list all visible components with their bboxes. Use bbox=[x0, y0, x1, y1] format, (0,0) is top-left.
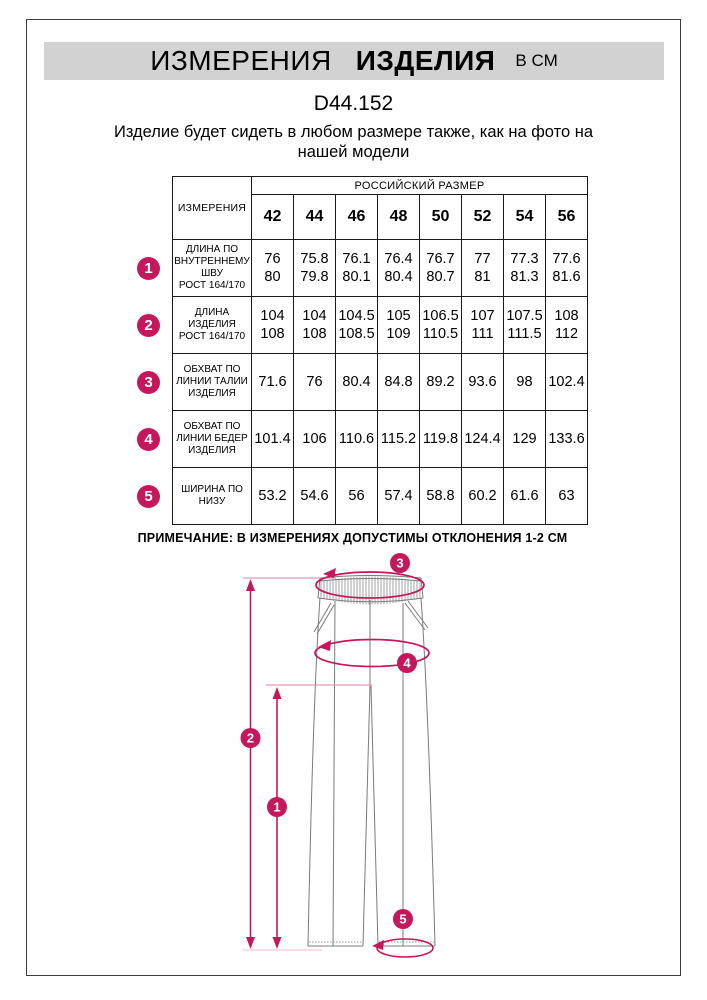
size-column-header: 56 bbox=[546, 195, 588, 240]
size-column-header: 48 bbox=[378, 195, 420, 240]
size-table-header bbox=[173, 177, 588, 240]
arrowhead-down-icon bbox=[273, 937, 282, 949]
row-label bbox=[144, 468, 252, 525]
measurement-value bbox=[420, 411, 462, 468]
measurement-value-line: 53.2 bbox=[258, 488, 287, 504]
measurement-value bbox=[378, 411, 420, 468]
measurement-value bbox=[546, 240, 588, 297]
measurement-value bbox=[294, 297, 336, 354]
measurement-value-line: 57.4 bbox=[384, 488, 413, 504]
size-column-header: 44 bbox=[294, 195, 336, 240]
measurement-value bbox=[504, 411, 546, 468]
measurement-value-line: 56 bbox=[348, 488, 365, 504]
measurement-value-line: 111.5 bbox=[507, 326, 542, 342]
measurement-value-line: 104 bbox=[302, 308, 327, 324]
measurement-value bbox=[462, 354, 504, 411]
measurement-value-line: 80.1 bbox=[342, 269, 371, 285]
measurement-value-line: 89.2 bbox=[426, 374, 455, 390]
right-pocket-line bbox=[408, 601, 428, 628]
row-number-badge: 5 bbox=[137, 485, 160, 508]
table-row bbox=[173, 468, 588, 525]
measurement-value-line: 81.6 bbox=[552, 269, 581, 285]
measurement-value bbox=[504, 240, 546, 297]
measurement-marks bbox=[251, 572, 434, 957]
measurement-value-line: 80.4 bbox=[342, 374, 371, 390]
row-number-badge: 3 bbox=[137, 371, 160, 394]
row-number-badge: 1 bbox=[137, 257, 160, 280]
diagram-badge-label: 2 bbox=[246, 730, 255, 746]
measurement-value bbox=[378, 468, 420, 525]
measurement-value-line: 112 bbox=[554, 326, 579, 342]
table-row bbox=[173, 411, 588, 468]
note-text: ПРИМЕЧАНИЕ: В ИЗМЕРЕНИЯХ ДОПУСТИМЫ ОТКЛОНЕНИЯ 1-2 СМ bbox=[137, 531, 568, 545]
arrowhead-up-icon bbox=[246, 579, 255, 591]
measurement-value bbox=[252, 354, 294, 411]
subtitle-line: нашей модели bbox=[297, 143, 410, 161]
measurement-value bbox=[504, 468, 546, 525]
measurement-value-line: 102.4 bbox=[548, 374, 585, 390]
measurement-value-line: 84.8 bbox=[384, 374, 413, 390]
reference-lines bbox=[243, 578, 372, 950]
measurement-value bbox=[462, 468, 504, 525]
measurement-value bbox=[252, 240, 294, 297]
diagram-badges bbox=[241, 553, 418, 929]
row-label-line: ШИРИНА ПО bbox=[181, 484, 243, 495]
measurement-value-line: 111 bbox=[471, 326, 494, 342]
size-column-header: 50 bbox=[420, 195, 462, 240]
measurement-value bbox=[336, 354, 378, 411]
measurement-value-line: 76.4 bbox=[384, 251, 413, 267]
measurement-value bbox=[294, 240, 336, 297]
measurement-value-line: 77 bbox=[474, 251, 491, 267]
measurement-value-line: 80 bbox=[264, 269, 281, 285]
measurement-value bbox=[462, 411, 504, 468]
measurement-value-line: 110.6 bbox=[338, 431, 375, 447]
subtitle bbox=[0, 122, 707, 162]
measurement-value bbox=[462, 297, 504, 354]
measurement-value bbox=[336, 297, 378, 354]
row-number-badge: 4 bbox=[137, 428, 160, 451]
size-column-header: 52 bbox=[462, 195, 504, 240]
table-row bbox=[173, 354, 588, 411]
measurement-value bbox=[546, 354, 588, 411]
row-label-line: ОБХВАТ ПО bbox=[183, 421, 241, 432]
size-column-header: 54 bbox=[504, 195, 546, 240]
size-group-header: РОССИЙСКИЙ РАЗМЕР bbox=[252, 177, 588, 195]
diagram-badge-label: 3 bbox=[396, 555, 404, 571]
measurement-value-line: 58.8 bbox=[426, 488, 455, 504]
measurement-value bbox=[462, 240, 504, 297]
size-column-header: 46 bbox=[336, 195, 378, 240]
row-label bbox=[144, 411, 252, 468]
measurement-value bbox=[336, 468, 378, 525]
measurement-value bbox=[294, 411, 336, 468]
diagram-badge-label: 1 bbox=[273, 799, 281, 815]
measurement-value-line: 106.5 bbox=[422, 308, 459, 324]
subtitle-line: Изделие будет сидеть в любом размере также, как на фото на bbox=[113, 123, 594, 141]
measurement-value-line: 80.7 bbox=[426, 269, 455, 285]
title-unit-label: В СМ bbox=[515, 51, 558, 70]
measurement-value bbox=[336, 240, 378, 297]
row-number-badge: 2 bbox=[137, 314, 160, 337]
measurement-value bbox=[420, 297, 462, 354]
measurement-value bbox=[504, 297, 546, 354]
measurement-value-line: 115.2 bbox=[380, 431, 417, 447]
measurement-value bbox=[420, 240, 462, 297]
left-leg-crease bbox=[333, 601, 335, 946]
measurement-value-line: 79.8 bbox=[300, 269, 329, 285]
measurement-value bbox=[546, 411, 588, 468]
measurement-value-line: 75.8 bbox=[300, 251, 329, 267]
hem-width-ellipse bbox=[377, 939, 433, 957]
header-row bbox=[173, 177, 588, 195]
row-label-line: НИЗУ bbox=[198, 496, 226, 507]
measurement-value-line: 129 bbox=[512, 431, 537, 447]
row-label-line: ИЗДЕЛИЯ bbox=[188, 388, 236, 399]
measurement-value bbox=[252, 297, 294, 354]
measure-column-header: ИЗМЕРЕНИЯ bbox=[173, 177, 252, 240]
measurement-value-line: 80.4 bbox=[384, 269, 413, 285]
measurement-value-line: 61.6 bbox=[510, 488, 539, 504]
measurement-value bbox=[252, 468, 294, 525]
measurement-value bbox=[420, 354, 462, 411]
measurement-value-line: 119.8 bbox=[422, 431, 459, 447]
measurement-value-line: 98 bbox=[516, 374, 533, 390]
right-inner-seam bbox=[371, 686, 378, 946]
size-column-header: 42 bbox=[252, 195, 294, 240]
arrowhead-up-icon bbox=[273, 687, 282, 699]
row-label-line: ОБХВАТ ПО bbox=[183, 364, 241, 375]
row-label-line: ЛИНИИ БЕДЕР bbox=[176, 433, 248, 444]
row-label-line: ВНУТРЕННЕМУ bbox=[174, 256, 250, 267]
row-label-line: ДЛИНА bbox=[194, 307, 230, 318]
measurement-value bbox=[378, 240, 420, 297]
row-label-line: РОСТ 164/170 bbox=[178, 280, 246, 291]
diagram-badge-label: 5 bbox=[399, 911, 407, 927]
arrowhead-down-icon bbox=[246, 937, 255, 949]
measurement-value-line: 108 bbox=[554, 308, 579, 324]
left-pocket-line bbox=[314, 603, 331, 632]
size-table-body bbox=[144, 240, 588, 525]
measurement-value-line: 76.7 bbox=[426, 251, 455, 267]
left-outer-seam bbox=[308, 598, 320, 946]
measurement-value-line: 93.6 bbox=[468, 374, 497, 390]
measurement-value-line: 71.6 bbox=[258, 374, 287, 390]
row-label bbox=[144, 354, 252, 411]
measurement-value-line: 63 bbox=[558, 488, 575, 504]
arrowhead-left-icon bbox=[318, 640, 331, 651]
measurement-value-line: 77.6 bbox=[552, 251, 581, 267]
page-title-bold: ИЗДЕЛИЯ bbox=[355, 45, 496, 76]
row-label bbox=[144, 297, 252, 354]
measurement-value-line: 60.2 bbox=[468, 488, 497, 504]
measurement-value bbox=[336, 411, 378, 468]
measurement-value-line: 108 bbox=[302, 326, 327, 342]
measurement-value-line: 81 bbox=[474, 269, 491, 285]
measurement-value bbox=[294, 354, 336, 411]
measurement-value-line: 109 bbox=[386, 326, 411, 342]
pants-measurement-diagram bbox=[235, 548, 525, 968]
title-bar bbox=[44, 42, 664, 80]
arrowheads bbox=[246, 568, 384, 950]
row-label-line: ИЗДЕЛИЯ bbox=[188, 445, 236, 456]
measurement-value bbox=[420, 468, 462, 525]
left-inner-seam bbox=[363, 686, 370, 946]
measurement-value-line: 107 bbox=[470, 308, 495, 324]
measurement-value-line: 81.3 bbox=[510, 269, 539, 285]
measurement-value-line: 77.3 bbox=[510, 251, 539, 267]
measurement-value-line: 101.4 bbox=[254, 431, 291, 447]
measurement-value bbox=[546, 468, 588, 525]
measurement-value-line: 108.5 bbox=[338, 326, 375, 342]
measurement-value-line: 107.5 bbox=[506, 308, 543, 324]
measurement-value-line: 76 bbox=[264, 251, 281, 267]
measurement-value bbox=[252, 411, 294, 468]
row-label-line: ЛИНИИ ТАЛИИ bbox=[176, 376, 248, 387]
page-title: ИЗМЕРЕНИЯ bbox=[150, 45, 332, 76]
diagram-badge-label: 4 bbox=[403, 655, 411, 671]
measurement-value-line: 76 bbox=[306, 374, 323, 390]
measurement-value bbox=[294, 468, 336, 525]
waistband-top-inner-edge bbox=[320, 579, 421, 582]
measurement-value bbox=[378, 354, 420, 411]
measurement-value-line: 105 bbox=[386, 308, 411, 324]
measurement-value-line: 124.4 bbox=[464, 431, 501, 447]
measurement-value-line: 104 bbox=[260, 308, 285, 324]
size-table bbox=[144, 176, 588, 525]
measurement-value-line: 133.6 bbox=[548, 431, 585, 447]
measurement-value bbox=[504, 354, 546, 411]
row-label-line: РОСТ 164/170 bbox=[178, 331, 246, 342]
row-label-line: ДЛИНА ПО bbox=[185, 244, 239, 255]
measurement-value-line: 108 bbox=[260, 326, 285, 342]
table-row bbox=[173, 240, 588, 297]
measurement-value-line: 110.5 bbox=[422, 326, 459, 342]
measurement-value-line: 104.5 bbox=[338, 308, 375, 324]
measurement-value bbox=[378, 297, 420, 354]
row-label-line: ИЗДЕЛИЯ bbox=[188, 319, 236, 330]
model-number: D44.152 bbox=[313, 92, 394, 115]
measurement-value-line: 106 bbox=[302, 431, 327, 447]
row-label-line: ШВУ bbox=[201, 268, 223, 279]
measurement-value-line: 76.1 bbox=[342, 251, 371, 267]
measurement-value bbox=[546, 297, 588, 354]
measurement-value-line: 54.6 bbox=[300, 488, 329, 504]
row-label bbox=[144, 240, 252, 297]
pants-outline bbox=[308, 576, 435, 947]
table-row bbox=[173, 297, 588, 354]
